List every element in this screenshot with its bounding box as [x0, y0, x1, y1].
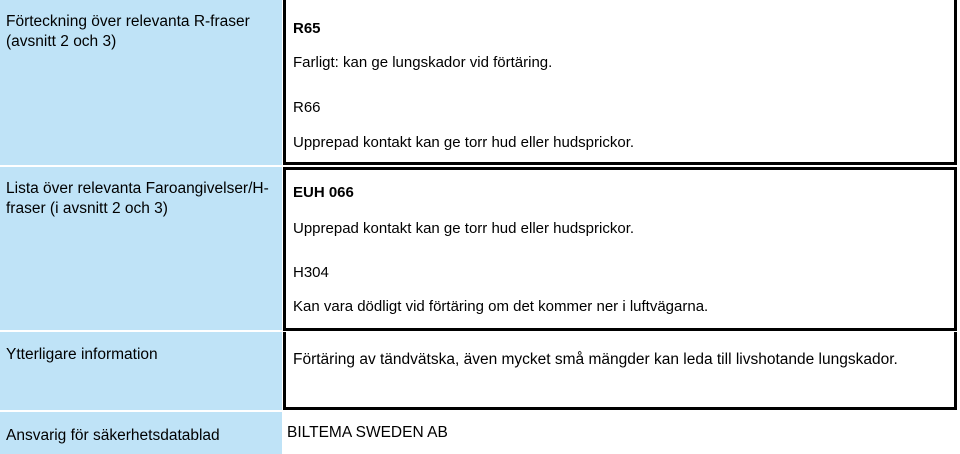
r-phrases-label: [0, 0, 282, 165]
r66-code: R66: [293, 99, 321, 116]
h304-text: Kan vara dödligt vid förtäring om det kommer ner i luftvägarna.: [293, 298, 709, 315]
additional-info-label: [0, 332, 282, 410]
responsible-label-text: Ansvarig för säkerhetsdatablad: [6, 427, 220, 444]
h-phrases-label-text: Lista över relevanta Faroangivelser/H-fraser (i avsnitt 2 och 3): [6, 180, 269, 217]
euh066-code: EUH 066: [293, 184, 354, 201]
euh066-text: Upprepad kontakt kan ge torr hud eller hudsprickor.: [293, 220, 635, 237]
responsible-company: BILTEMA SWEDEN AB: [287, 424, 448, 441]
additional-info-label-text: Ytterligare information: [6, 346, 158, 363]
r65-code: R65: [293, 20, 321, 37]
h-phrases-label: [0, 167, 282, 330]
additional-info-cell: [283, 332, 957, 410]
responsible-label: [0, 412, 282, 454]
additional-info-text: Förtäring av tändvätska, även mycket små mängder kan leda till livshotande lungskador.: [293, 351, 898, 368]
r65-text: Farligt: kan ge lungskador vid förtäring.: [293, 54, 553, 71]
h304-code: H304: [293, 264, 329, 281]
r-phrases-label-text: Förteckning över relevanta R-fraser (avsnitt 2 och 3): [6, 13, 250, 50]
r66-text: Upprepad kontakt kan ge torr hud eller hudsprickor.: [293, 134, 635, 151]
